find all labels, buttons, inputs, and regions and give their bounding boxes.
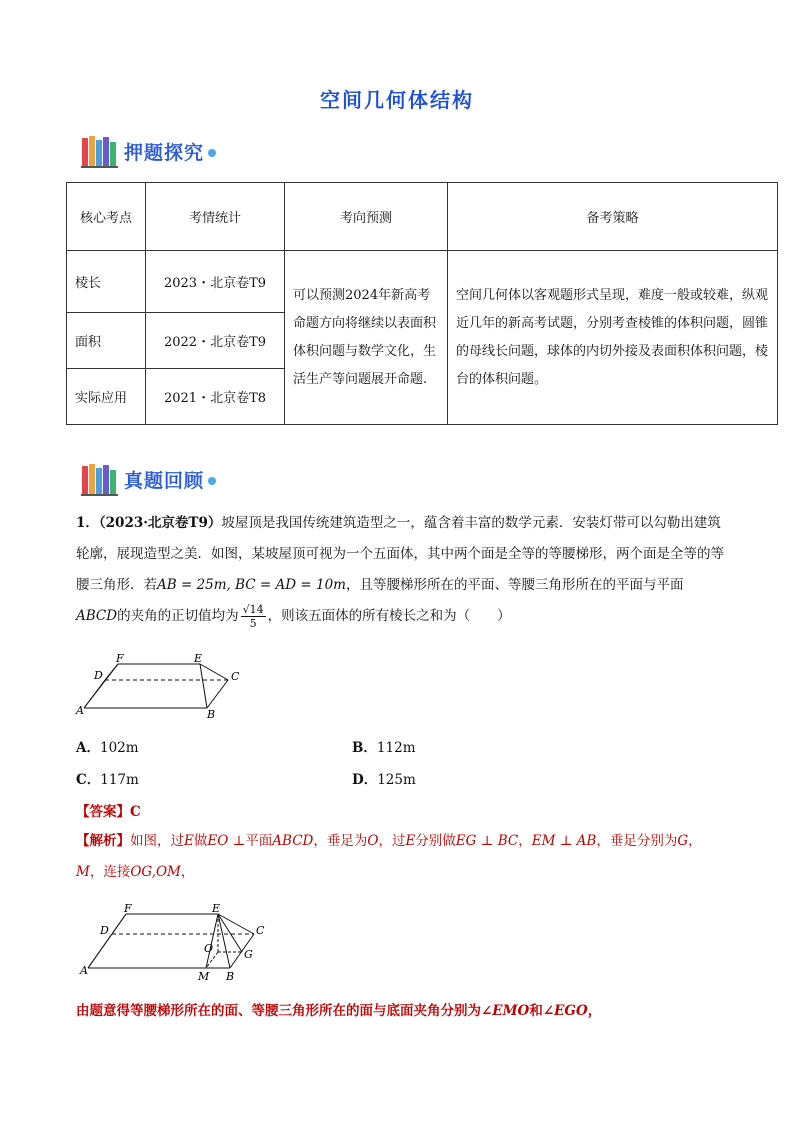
header-cell: 备考策略 xyxy=(448,183,778,251)
explanation-part: 做 xyxy=(193,833,208,849)
figure-label: C xyxy=(231,670,240,683)
math-var: E xyxy=(405,833,416,849)
fraction xyxy=(241,603,266,630)
explanation-part: ， xyxy=(180,864,195,880)
figure-label: O xyxy=(204,942,214,955)
table-row xyxy=(67,251,778,313)
explanation-part: 平面 xyxy=(245,833,273,849)
question-source: （2023·北京卷T9） xyxy=(98,515,222,531)
option-a[interactable] xyxy=(76,736,139,756)
page-title: 空间几何体结构 xyxy=(320,88,474,112)
option-letter: A． xyxy=(76,740,100,756)
section-dot xyxy=(208,477,216,485)
section-header-predict xyxy=(80,134,216,168)
math-expression: EM ⊥ AB xyxy=(531,833,597,849)
books-icon xyxy=(80,462,120,496)
figure-label: B xyxy=(207,708,216,721)
figure-label: M xyxy=(198,970,210,982)
option-letter: B． xyxy=(352,740,377,756)
option-value: 125m xyxy=(377,772,416,788)
header-cell: 核心考点 xyxy=(67,183,146,251)
figure-label: D xyxy=(100,924,109,937)
header-cell: 考情统计 xyxy=(146,183,285,251)
section-header-review xyxy=(80,462,216,496)
table-header-row xyxy=(67,183,778,251)
math-var: M xyxy=(76,864,90,880)
stat-cell: 2022・北京卷T9 xyxy=(146,313,285,369)
topic-cell: 实际应用 xyxy=(67,369,146,425)
question-text-part: ，则该五面体的所有棱长之和为（ ） xyxy=(267,608,511,624)
figure-label: E xyxy=(194,652,203,665)
stat-cell: 2023・北京卷T9 xyxy=(146,251,285,313)
stat-cell: 2021・北京卷T8 xyxy=(146,369,285,425)
strategy-cell: 空间几何体以客观题形式呈现，难度一般或较难，纵观近几年的新高考试题，分别考查棱锥的体积问题，圆锥的母线长问题，球体的内切外接及表面积体积问题，棱台的体积问题。 xyxy=(448,251,778,425)
explanation-label: 【解析】 xyxy=(76,833,130,849)
figure-label: E xyxy=(212,902,221,915)
answer xyxy=(76,800,141,820)
exam-analysis-table xyxy=(66,182,778,425)
figure-label: B xyxy=(226,970,235,982)
books-icon xyxy=(80,134,120,168)
roof-figure-with-heights xyxy=(78,900,278,982)
topic-cell: 面积 xyxy=(67,313,146,369)
explanation-part: ，垂足为 xyxy=(313,833,368,849)
explanation-part: ， xyxy=(518,833,532,849)
section-title-review: 真题回顾 xyxy=(124,469,205,492)
fraction-denominator: 5 xyxy=(249,617,257,630)
figure-label: G xyxy=(244,948,253,961)
option-d[interactable] xyxy=(352,768,416,788)
explanation-part: 分别做 xyxy=(415,833,456,849)
section-title-predict: 押题探究 xyxy=(124,141,205,164)
question-number: 1． xyxy=(76,515,99,531)
option-value: 117m xyxy=(100,772,139,788)
option-b[interactable] xyxy=(352,736,416,756)
option-value: 112m xyxy=(376,740,416,756)
figure-label: A xyxy=(76,704,84,717)
prediction-cell: 可以预测2024年新高考命题方向将继续以表面积体积问题与数学文化，生活生产等问题展开命题. xyxy=(285,251,448,425)
header-cell: 考向预测 xyxy=(285,183,448,251)
explanation-part: 和 xyxy=(529,1003,543,1019)
explanation-text xyxy=(76,826,726,888)
math-expression: AB = 25m, BC = AD = 10m xyxy=(157,577,346,593)
math-var: O xyxy=(367,833,379,849)
question-text-part: ，且等腰梯形所在的平面、等腰三角形所在的平面与平面 xyxy=(345,577,684,593)
question-text xyxy=(76,508,724,632)
explanation-part: 如图，过 xyxy=(130,833,184,849)
explanation-part: ，过 xyxy=(378,833,406,849)
section-dot xyxy=(208,149,216,157)
question-text-part: 坡屋顶是我国传统建筑造型之一，蕴含着丰富的数学元素．安装灯带可以勾勒出建筑轮廓，展现造型之美．如图，某坡屋顶可视为一个五面体，其中两个面是全等的等腰梯形，两个面是全等的等腰三角形．若 xyxy=(76,515,724,593)
answer-value: C xyxy=(130,804,141,820)
question-text-part: 的夹角的正切值均为 xyxy=(117,608,239,624)
math-expression: ∠EMO xyxy=(481,1003,530,1019)
figure-label: F xyxy=(124,902,132,915)
option-value: 102m xyxy=(99,740,139,756)
explanation-part: 由题意得等腰梯形所在的面、等腰三角形所在的面与底面夹角分别为 xyxy=(76,1003,481,1019)
explanation-part: ， xyxy=(688,833,702,849)
topic-cell: 棱长 xyxy=(67,251,146,313)
option-letter: C． xyxy=(76,772,101,788)
option-c[interactable] xyxy=(76,768,139,788)
explanation-part: ，垂足分别为 xyxy=(596,833,678,849)
fraction-numerator: √14 xyxy=(242,603,264,616)
math-expression: ∠EGO xyxy=(542,1003,588,1019)
option-letter: D． xyxy=(352,772,378,788)
math-var: G xyxy=(677,833,689,849)
math-expression: OG,OM xyxy=(130,864,181,880)
explanation-text-2 xyxy=(76,996,726,1027)
figure-label: A xyxy=(80,964,88,977)
figure-label: F xyxy=(116,652,124,665)
figure-label: C xyxy=(256,924,265,937)
math-expression: EG ⊥ BC xyxy=(455,833,519,849)
math-expression: EO ⊥ xyxy=(207,833,246,849)
answer-label: 【答案】 xyxy=(76,804,130,820)
explanation-part: ，连接 xyxy=(89,864,131,880)
roof-figure xyxy=(74,652,254,722)
explanation-part: ， xyxy=(587,1003,602,1019)
figure-label: D xyxy=(94,669,103,682)
math-var: E xyxy=(184,833,194,849)
math-expression: ABCD xyxy=(76,608,118,624)
math-expression: ABCD xyxy=(272,833,314,849)
